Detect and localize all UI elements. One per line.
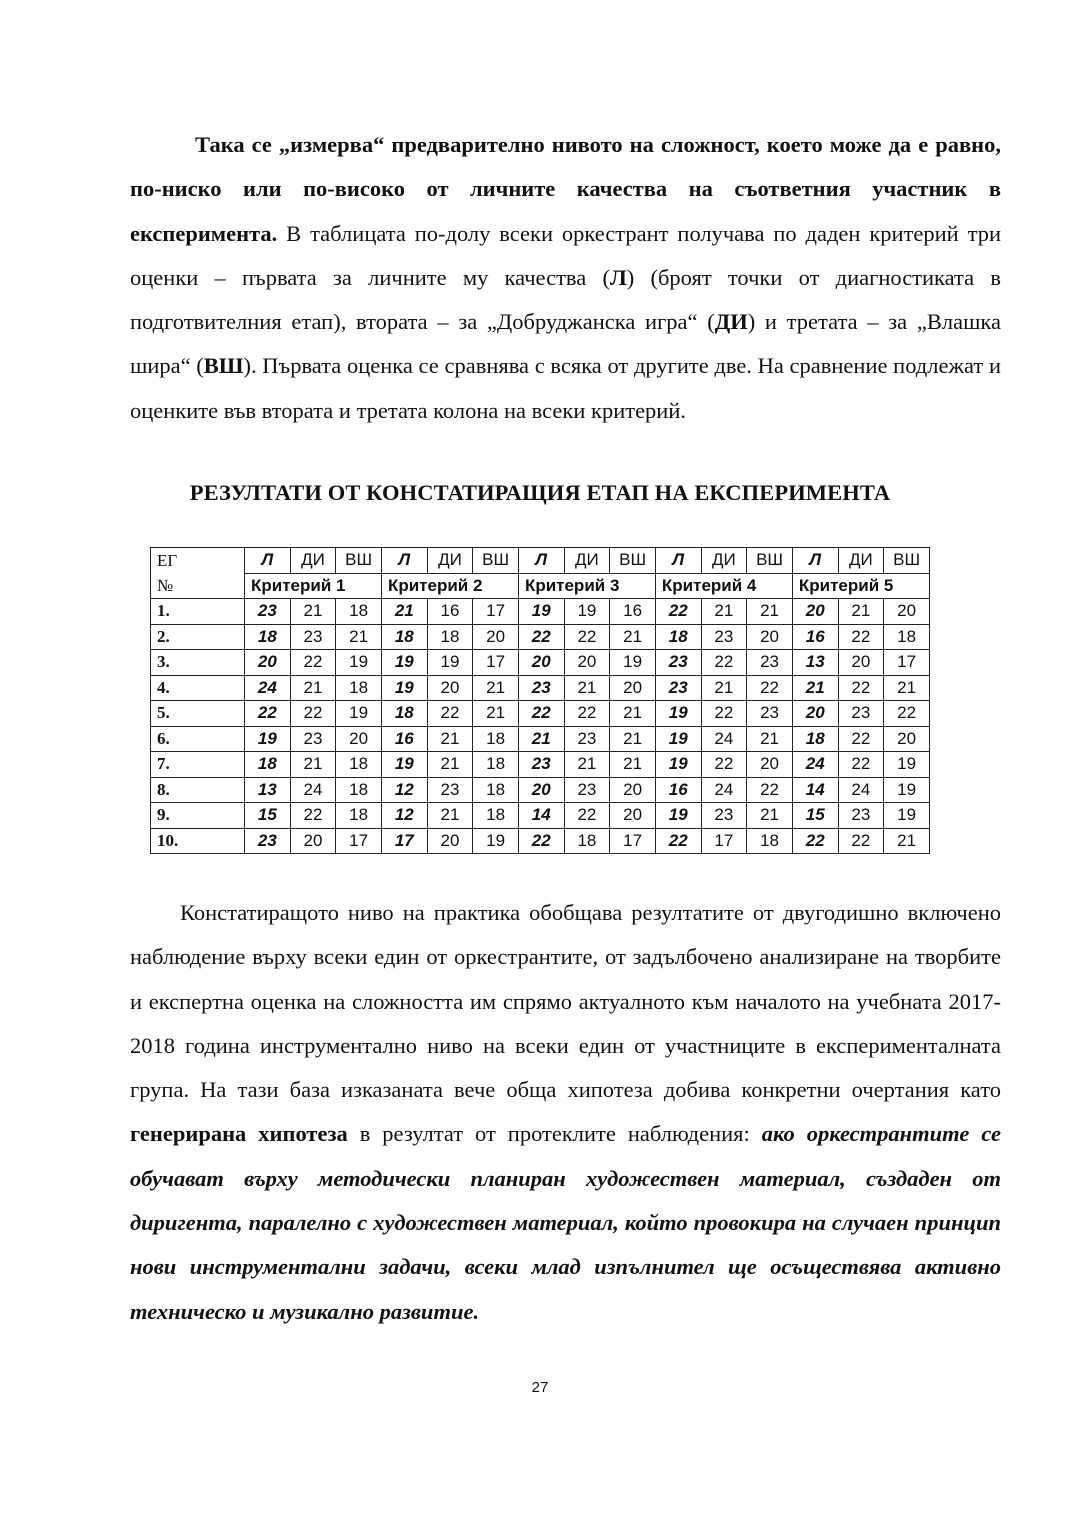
score-cell: 17 [610,828,656,854]
score-cell: 18 [336,599,382,625]
score-cell: 18 [473,726,519,752]
score-cell: 23 [655,650,701,676]
score-cell: 19 [655,803,701,829]
score-cell: 17 [473,650,519,676]
intro-bold-di: ДИ [714,309,748,335]
score-cell: 24 [838,777,884,803]
table-row [151,828,930,854]
score-cell: 20 [610,777,656,803]
score-cell: 21 [884,675,930,701]
score-cell: 19 [381,675,427,701]
score-cell: 19 [655,752,701,778]
score-cell: 21 [381,599,427,625]
score-cell: 16 [381,726,427,752]
score-cell: 17 [336,828,382,854]
table-row [151,752,930,778]
table-row [151,675,930,701]
score-cell: 22 [245,701,291,727]
score-cell: 19 [884,803,930,829]
score-cell: 20 [610,675,656,701]
score-cell: 15 [792,803,838,829]
score-cell: 21 [792,675,838,701]
table-header-row-subcols [151,548,930,574]
score-cell: 22 [701,650,747,676]
score-cell: 21 [564,752,610,778]
score-cell: 21 [564,675,610,701]
hypothesis-statement: ако оркестрантите се обучават върху методически планиран художествен материал, създаден от диригента, паралелно с художествен материал, който провокира на случаен принцип нови инструментални задачи, всеки млад изпълнител ще осъществява активно техническо и музикално развитие. [130,1121,1001,1324]
score-cell: 23 [290,624,336,650]
criterion-header: Критерий 3 [518,573,655,599]
score-cell: 21 [336,624,382,650]
score-cell: 23 [245,828,291,854]
score-cell: 19 [336,701,382,727]
score-cell: 21 [290,675,336,701]
score-cell: 18 [336,777,382,803]
score-cell: 22 [838,624,884,650]
score-cell: 17 [381,828,427,854]
subcol-header: ВШ [747,548,793,574]
row-number: 2. [151,624,245,650]
score-cell: 23 [701,803,747,829]
subcol-header: Л [792,548,838,574]
page-number: 27 [531,1379,549,1396]
score-cell: 18 [381,701,427,727]
score-cell: 21 [610,701,656,727]
subcol-header: Л [655,548,701,574]
score-cell: 21 [473,675,519,701]
intro-text-2: ) (броят точки от диагностиката в подготвителния етап), втората – за „Добруджанска игра“ ( [130,264,1002,335]
row-number: 10. [151,828,245,854]
criterion-header: Критерий 5 [792,573,929,599]
table-title: РЕЗУЛТАТИ ОТ КОНСТАТИРАЩИЯ ЕТАП НА ЕКСПЕРИМЕНТА [189,480,891,505]
subcol-header: ДИ [290,548,336,574]
score-cell: 23 [564,777,610,803]
score-cell: 23 [518,675,564,701]
score-cell: 23 [564,726,610,752]
score-cell: 22 [564,803,610,829]
intro-paragraph [130,123,1001,433]
score-cell: 20 [792,701,838,727]
score-cell: 19 [884,777,930,803]
score-cell: 19 [381,752,427,778]
score-cell: 22 [564,624,610,650]
subcol-header: ДИ [564,548,610,574]
score-cell: 21 [747,726,793,752]
score-cell: 21 [290,752,336,778]
score-cell: 13 [792,650,838,676]
results-table [150,547,930,854]
score-cell: 19 [655,701,701,727]
score-cell: 13 [245,777,291,803]
row-number: 8. [151,777,245,803]
score-cell: 18 [655,624,701,650]
criterion-header: Критерий 2 [381,573,518,599]
row-number: 5. [151,701,245,727]
subcol-header: ВШ [610,548,656,574]
subcol-header: Л [245,548,291,574]
score-cell: 20 [427,828,473,854]
table-header-row-criteria [151,573,930,599]
intro-text-1: В таблицата по-долу всеки оркестрант получава по даден критерий три оценки – първата за личните му качества ( [130,220,1001,290]
subcol-header: Л [518,548,564,574]
score-cell: 20 [336,726,382,752]
row-number: 9. [151,803,245,829]
conclusion-text-2: в резултат от протеклите наблюдения: [347,1121,762,1147]
eg-header-top: ЕГ [151,548,245,574]
score-cell: 21 [610,752,656,778]
score-cell: 21 [610,624,656,650]
score-cell: 22 [290,701,336,727]
score-cell: 21 [838,599,884,625]
score-cell: 20 [473,624,519,650]
score-cell: 21 [473,701,519,727]
score-cell: 19 [473,828,519,854]
score-cell: 21 [747,599,793,625]
score-cell: 20 [564,650,610,676]
row-number: 4. [151,675,245,701]
score-cell: 24 [701,726,747,752]
subcol-header: ВШ [336,548,382,574]
score-cell: 18 [884,624,930,650]
score-cell: 16 [427,599,473,625]
score-cell: 23 [290,726,336,752]
score-cell: 20 [747,624,793,650]
conclusion-paragraph [130,891,1001,1334]
subcol-header: ВШ [473,548,519,574]
score-cell: 22 [427,701,473,727]
table-row [151,777,930,803]
score-cell: 18 [245,624,291,650]
score-cell: 20 [884,726,930,752]
score-cell: 18 [381,624,427,650]
score-cell: 21 [701,599,747,625]
table-row [151,803,930,829]
score-cell: 22 [655,599,701,625]
eg-header-bottom: № [151,573,245,599]
row-number: 3. [151,650,245,676]
score-cell: 15 [245,803,291,829]
score-cell: 18 [564,828,610,854]
score-cell: 23 [427,777,473,803]
conclusion-bold-term: генерирана хипотеза [130,1121,348,1147]
subcol-header: Л [381,548,427,574]
row-number: 7. [151,752,245,778]
score-cell: 22 [290,803,336,829]
score-cell: 22 [884,701,930,727]
intro-text-3: ) и третата – за „Влашка шира“ ( [130,309,1001,379]
score-cell: 22 [747,675,793,701]
score-cell: 24 [290,777,336,803]
score-cell: 21 [290,599,336,625]
table-row [151,650,930,676]
score-cell: 24 [792,752,838,778]
score-cell: 21 [427,752,473,778]
score-cell: 22 [655,828,701,854]
score-cell: 12 [381,777,427,803]
score-cell: 24 [245,675,291,701]
score-cell: 17 [884,650,930,676]
table-row [151,624,930,650]
score-cell: 18 [336,675,382,701]
score-cell: 20 [838,650,884,676]
score-cell: 22 [564,701,610,727]
intro-text-4: ). Първата оценка се сравнява с всяка от другите две. На сравнение подлежат и оценките във втората и третата колона на всеки критерий. [130,353,1001,423]
score-cell: 22 [838,675,884,701]
score-cell: 22 [792,828,838,854]
score-cell: 17 [701,828,747,854]
score-cell: 18 [473,777,519,803]
score-cell: 18 [473,752,519,778]
score-cell: 16 [655,777,701,803]
score-cell: 22 [701,701,747,727]
criterion-header: Критерий 1 [245,573,382,599]
score-cell: 20 [518,777,564,803]
score-cell: 18 [792,726,838,752]
score-cell: 18 [336,752,382,778]
score-cell: 20 [290,828,336,854]
table-row [151,599,930,625]
score-cell: 19 [518,599,564,625]
score-cell: 24 [701,777,747,803]
score-cell: 20 [427,675,473,701]
score-cell: 21 [747,803,793,829]
score-cell: 20 [884,599,930,625]
score-cell: 21 [518,726,564,752]
score-cell: 21 [701,675,747,701]
score-cell: 19 [427,650,473,676]
score-cell: 23 [518,752,564,778]
score-cell: 18 [747,828,793,854]
intro-bold-vsh: ВШ [203,353,244,379]
score-cell: 21 [884,828,930,854]
score-cell: 18 [473,803,519,829]
score-cell: 22 [838,726,884,752]
score-cell: 19 [245,726,291,752]
score-cell: 22 [747,777,793,803]
score-cell: 16 [792,624,838,650]
score-cell: 14 [792,777,838,803]
score-cell: 22 [518,828,564,854]
score-cell: 23 [245,599,291,625]
score-cell: 19 [381,650,427,676]
subcol-header: ДИ [701,548,747,574]
score-cell: 19 [336,650,382,676]
score-cell: 20 [245,650,291,676]
subcol-header: ДИ [427,548,473,574]
score-cell: 23 [838,803,884,829]
score-cell: 19 [610,650,656,676]
score-cell: 23 [655,675,701,701]
score-cell: 12 [381,803,427,829]
score-cell: 19 [655,726,701,752]
score-cell: 22 [701,752,747,778]
score-cell: 23 [747,701,793,727]
row-number: 1. [151,599,245,625]
score-cell: 19 [564,599,610,625]
score-cell: 22 [838,752,884,778]
score-cell: 18 [245,752,291,778]
score-cell: 17 [473,599,519,625]
conclusion-text-1: Констатиращото ниво на практика обобщава резултатите от двугодишно включено наблюдение върху всеки един от оркестрантите, от задълбочено анализиране на творбите и експертна оценка на сложността им спрямо актуалното към началото на учебната 2017-2018 година инструментално ниво на всеки един от участниците в експерименталната група. На тази база изказаната вече обща хипотеза добива конкретни очертания като [130,900,1001,1103]
score-cell: 23 [838,701,884,727]
score-cell: 16 [610,599,656,625]
score-cell: 20 [792,599,838,625]
score-cell: 14 [518,803,564,829]
score-cell: 18 [336,803,382,829]
table-row [151,726,930,752]
score-cell: 19 [884,752,930,778]
score-cell: 20 [747,752,793,778]
score-cell: 18 [427,624,473,650]
score-cell: 20 [518,650,564,676]
score-cell: 22 [518,701,564,727]
score-cell: 21 [427,726,473,752]
score-cell: 22 [290,650,336,676]
score-cell: 21 [427,803,473,829]
score-cell: 21 [610,726,656,752]
row-number: 6. [151,726,245,752]
intro-bold-sentence: Така се „измерва“ предварително нивото на сложност, което може да е равно, по-ниско или по-високо от личните качества на съответния участник в експеримента. [130,132,1001,246]
score-cell: 23 [701,624,747,650]
intro-bold-l: Л [609,264,627,290]
score-cell: 22 [518,624,564,650]
table-row [151,701,930,727]
score-cell: 22 [838,828,884,854]
subcol-header: ВШ [884,548,930,574]
score-cell: 20 [610,803,656,829]
subcol-header: ДИ [838,548,884,574]
score-cell: 23 [747,650,793,676]
criterion-header: Критерий 4 [655,573,792,599]
